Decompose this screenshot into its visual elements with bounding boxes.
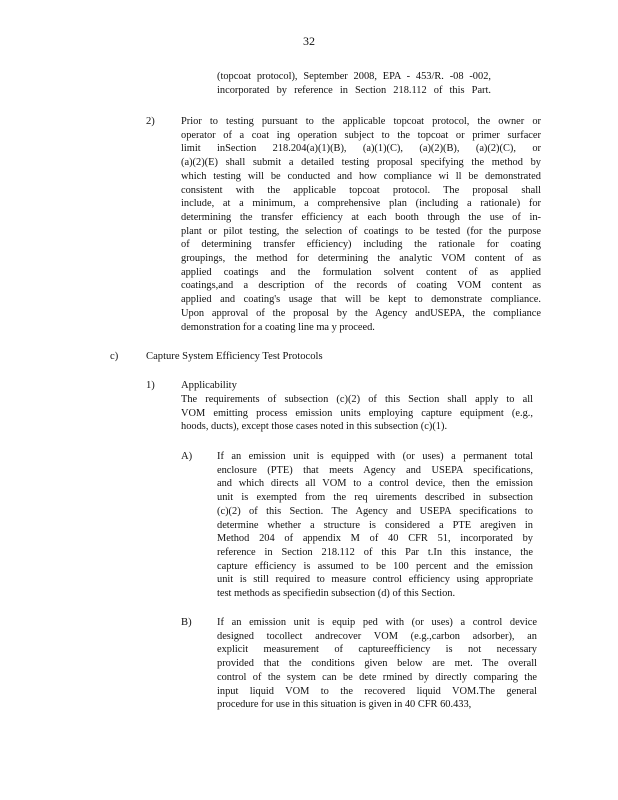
text-line: control of the system can be dete rmined by directly comparing the bbox=[217, 671, 537, 683]
text-line: The requirements of subsection (c)(2) of this Section shall apply to all bbox=[181, 394, 533, 405]
item-1-heading: Applicability bbox=[181, 380, 237, 391]
text-line: operator of a coat ing operation subject to the topcoat or primer surfacer bbox=[181, 129, 541, 141]
text-line: groupings, the method for determining the analytic VOM content of as bbox=[181, 253, 541, 265]
text-line: and which directs all VOM to a control device, then the emission bbox=[217, 478, 533, 490]
text-line: coatings,and a description of the records of coating VOM content as bbox=[181, 280, 541, 292]
text-line: explicit measurement of captureefficiency is not necessary bbox=[217, 644, 537, 656]
text-line: limit inSection 218.204(a)(1)(B), (a)(1)(C), (a)(2)(B), (a)(2)(C), or bbox=[181, 143, 541, 155]
section-c-heading: Capture System Efficiency Test Protocols bbox=[146, 351, 323, 362]
text-line: (a)(2)(E) shall submit a detailed testing proposal specifying the method by bbox=[181, 157, 541, 169]
text-line: designed tocollect andrecover VOM (e.g.,carbon adsorber), an bbox=[217, 630, 537, 642]
text-line: of determining transfer efficiency) including the rationale for coating bbox=[181, 239, 541, 251]
text-line: determining the transfer efficiency at each booth through the use of in- bbox=[181, 211, 541, 223]
text-line: Method 204 of appendix M of 40 CFR 51, incorporated by bbox=[217, 533, 533, 545]
text-line: (topcoat protocol), September 2008, EPA - 453/R. -08 -002, bbox=[217, 71, 491, 82]
text-line: applied and coating's usage that will be kept to demonstrate compliance. bbox=[181, 294, 541, 306]
text-line: If an emission unit is equip ped with (or uses) a control device bbox=[217, 617, 537, 628]
text-line: include, at a minimum, a comprehensive plan (including a rationale) for bbox=[181, 198, 541, 210]
text-line: reference in Section 218.112 of this Par t.In this instance, the bbox=[217, 546, 533, 558]
item-1-paragraph bbox=[181, 393, 533, 434]
intro-paragraph bbox=[217, 70, 491, 97]
text-line: Upon approval of the proposal by the Agency andUSEPA, the compliance bbox=[181, 307, 541, 319]
text-line: input liquid VOM to the recovered liquid VOM.The general bbox=[217, 685, 537, 697]
text-line: provided that the conditions given below are met. The overall bbox=[217, 658, 537, 670]
text-line: test methods as specifiedin subsection (d) of this Section. bbox=[217, 588, 456, 600]
item-b-label: B) bbox=[181, 617, 192, 628]
text-line: VOM emitting process emission units employing capture equipment (e.g., bbox=[181, 407, 533, 419]
text-line: unit is exempted from the req uirements described in subsection bbox=[217, 492, 533, 504]
text-line: enclosure (PTE) that meets Agency and USEPA specifications, bbox=[217, 464, 533, 476]
item-2-label: 2) bbox=[146, 116, 155, 127]
text-line: determine whether a structure is considered a PTE aregiven in bbox=[217, 519, 533, 531]
text-line: procedure for use in this situation is given in 40 CFR 60.433, bbox=[217, 699, 472, 711]
text-line: Prior to testing pursuant to the applicable topcoat protocol, the owner or bbox=[181, 116, 541, 127]
text-line: which testing will be conducted and how compliance wi ll be demonstrated bbox=[181, 170, 541, 182]
item-a-label: A) bbox=[181, 451, 193, 462]
text-line: demonstration for a coating line ma y proceed. bbox=[181, 321, 375, 333]
text-line: consistent with the applicable topcoat protocol. The proposal shall bbox=[181, 184, 541, 196]
text-line: hoods, ducts), except those cases noted in this subsection (c)(1). bbox=[181, 421, 448, 433]
item-2-paragraph bbox=[181, 115, 541, 334]
text-line: incorporated by reference in Section 218.112 of this Part. bbox=[217, 84, 491, 96]
text-line: unit is still required to measure control efficiency using appropriate bbox=[217, 574, 533, 586]
text-line: applied coatings and the formulation solvent content of as applied bbox=[181, 266, 541, 278]
text-line: capture efficiency is assumed to be 100 percent and the emission bbox=[217, 560, 533, 572]
item-1-label: 1) bbox=[146, 380, 155, 391]
item-b-paragraph bbox=[217, 616, 537, 712]
item-a-paragraph bbox=[217, 450, 533, 601]
page-number: 32 bbox=[303, 34, 315, 48]
text-line: (c)(2) of this Section. The Agency and USEPA specifications to bbox=[217, 505, 533, 517]
text-line: plant or pilot testing, the selection of coatings to be tested (for the purpose bbox=[181, 225, 541, 237]
section-c-label: c) bbox=[110, 351, 119, 362]
text-line: If an emission unit is equipped with (or uses) a permanent total bbox=[217, 451, 533, 462]
